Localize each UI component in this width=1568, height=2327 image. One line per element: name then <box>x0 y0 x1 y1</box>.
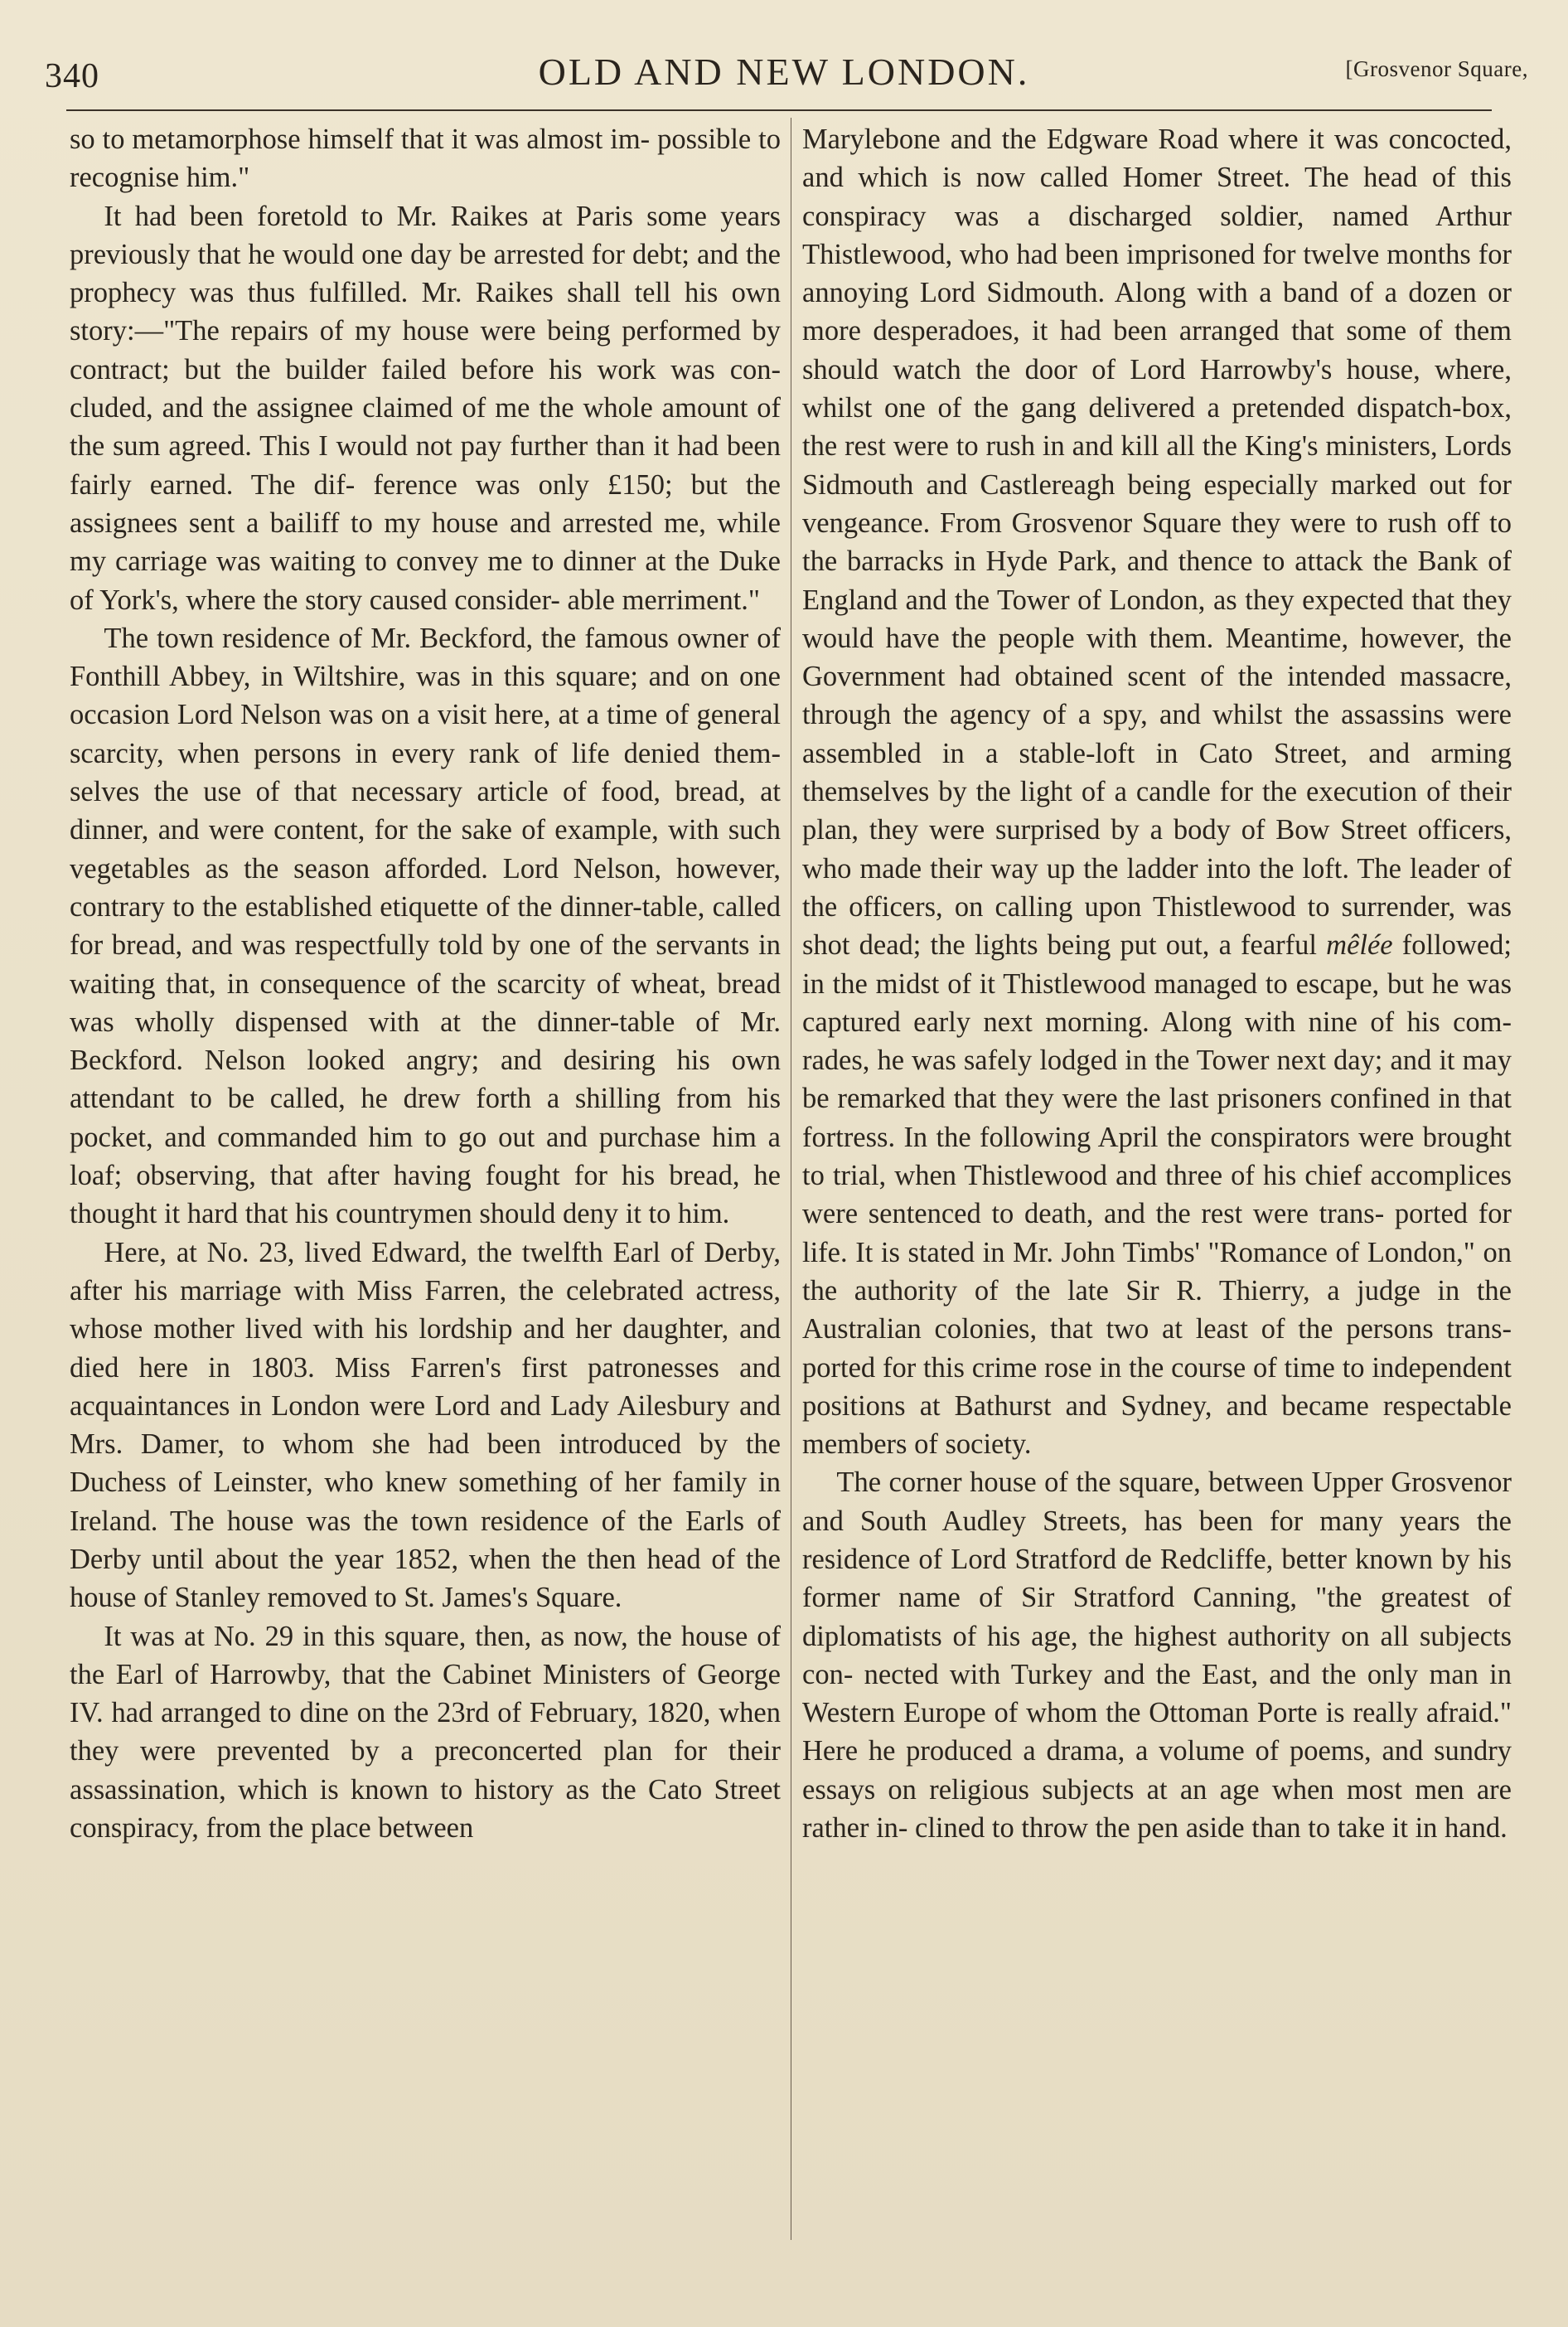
paragraph <box>802 120 1512 1463</box>
text-run: followed; in the midst of it Thistlewood managed to escape, but he was captured early next morning. Along with nine of his com- rades, he was safely lodged in the Tower next day; and it may be remarked that they were the last prisoners confined in that fortress. In the following April the conspirators were brought to trial, when Thistlewood and three of his chief accomplices were sentenced to death, and the rest were trans- ported for life. It is stated in Mr. John Timbs' "Romance of London," on the authority of the late Sir R. Thierry, a judge in the Australian colonies, that two at least of the persons trans- ported for this crime rose in the course of time to independent positions at Bathurst and Sydney, and became respectable members of society. <box>802 929 1512 1461</box>
paragraph: so to metamorphose himself that it was almost im- possible to recognise him." <box>70 124 781 194</box>
paragraph: It was at No. 29 in this square, then, as now, the house of the Earl of Harrowby, that the Cabinet Ministers of George IV. had arranged to dine on the 23rd of February, 1820, when they were prevented by a preconcerted plan for their assassination, which is known to history as the Cato Street conspiracy, from the place between <box>70 1620 781 1845</box>
text-run: Marylebone and the Edgware Road where it was concocted, and which is now called Homer Street. The head of this conspiracy was a discharged soldier, named Arthur Thistlewood, who had been imprisoned for twelve months for annoying Lord Sidmouth. Along with a band of a dozen or more desperadoes, it had been arranged that some of them should watch the door of Lord Harrowby's house, where, whilst one of the gang delivered a pretended dispatch-box, the rest were to rush in and kill all the King's ministers, Lords Sidmouth and Castlereagh being especially marked out for vengeance. From Grosvenor Square they were to rush off to the barracks in Hyde Park, and thence to attack the Bank of England and the Tower of London, as they expected that they would have the people with them. Meantime, however, the Government had obtained scent of the intended massacre, through the agency of a spy, and whilst the assassins were assembled in a stable-loft in Cato Street, and arming themselves by the light of a candle for the execution of their plan, they were surprised by a body of Bow Street officers, who made their way up the ladder into the loft. The leader of the officers, on calling upon Thistlewood to surrender, was shot dead; the lights being put out, a fearful <box>802 124 1512 962</box>
page-number: 340 <box>45 57 99 95</box>
paragraph: It had been foretold to Mr. Raikes at Paris some years previously that he would one day be arrested for debt; and the prophecy was thus fulfilled. Mr. Raikes shall tell his own story:—"The repairs of my house were being performed by contract; but the builder failed before his work was con- cluded, and the assignee claimed of me the whole amount of the sum agreed. This I would not pay further than it had been fairly earned. The dif- ference was only £150; but the assignees sent a bailiff to my house and arrested me, while my carriage was waiting to convey me to dinner at the Duke of York's, where the story caused consider- able merriment." <box>70 200 781 616</box>
page-header <box>40 46 1528 104</box>
left-column <box>70 120 781 2242</box>
running-title: OLD AND NEW LONDON. <box>538 51 1030 93</box>
paragraph: The town residence of Mr. Beckford, the famous owner of Fonthill Abbey, in Wiltshire, was in this square; and on one occasion Lord Nelson was on a visit here, at a time of general scarcity, when persons in every rank of life denied them- selves the use of that necessary article of food, bread, at dinner, and were content, for the sake of example, with such vegetables as the season afforded. Lord Nelson, however, contrary to the established etiquette of the dinner-table, called for bread, and was respectfully told by one of the servants in waiting that, in consequence of the scarcity of wheat, bread was wholly dispensed with at the dinner-table of Mr. Beckford. Nelson looked angry; and desiring his own attendant to be called, he drew forth a shilling from his pocket, and commanded him to go out and purchase him a loaf; observing, that after having fought for his bread, he thought it hard that his countrymen should deny it to him. <box>70 622 781 1230</box>
paragraph: Here, at No. 23, lived Edward, the twelfth Earl of Derby, after his marriage with Miss Farren, the celebrated actress, whose mother lived with his lordship and her daughter, and died here in 1803. Miss Farren's first patronesses and acquaintances in London were Lord and Lady Ailesbury and Mrs. Damer, to whom she had been introduced by the Duchess of Leinster, who knew something of her family in Ireland. The house was the town residence of the Earls of Derby until about the year 1852, when the then head of the house of Stanley removed to St. James's Square. <box>70 1236 781 1614</box>
paragraph: The corner house of the square, between Upper Grosvenor and South Audley Streets, has been for many years the residence of Lord Stratford de Redcliffe, better known by his former name of Sir Stratford Canning, "the greatest of diplomatists of his age, the highest authority on all subjects con- nected with Turkey and the East, and the only man in Western Europe of whom the Ottoman Porte is really afraid." Here he produced a drama, a volume of poems, and sundry essays on religious subjects at an age when most men are rather in- clined to throw the pen aside than to take it in hand. <box>802 1466 1512 1845</box>
header-rule <box>66 109 1492 111</box>
running-section: [Grosvenor Square, <box>1345 56 1528 81</box>
right-column <box>802 120 1512 2242</box>
italic-term: mêlée <box>1326 929 1393 962</box>
